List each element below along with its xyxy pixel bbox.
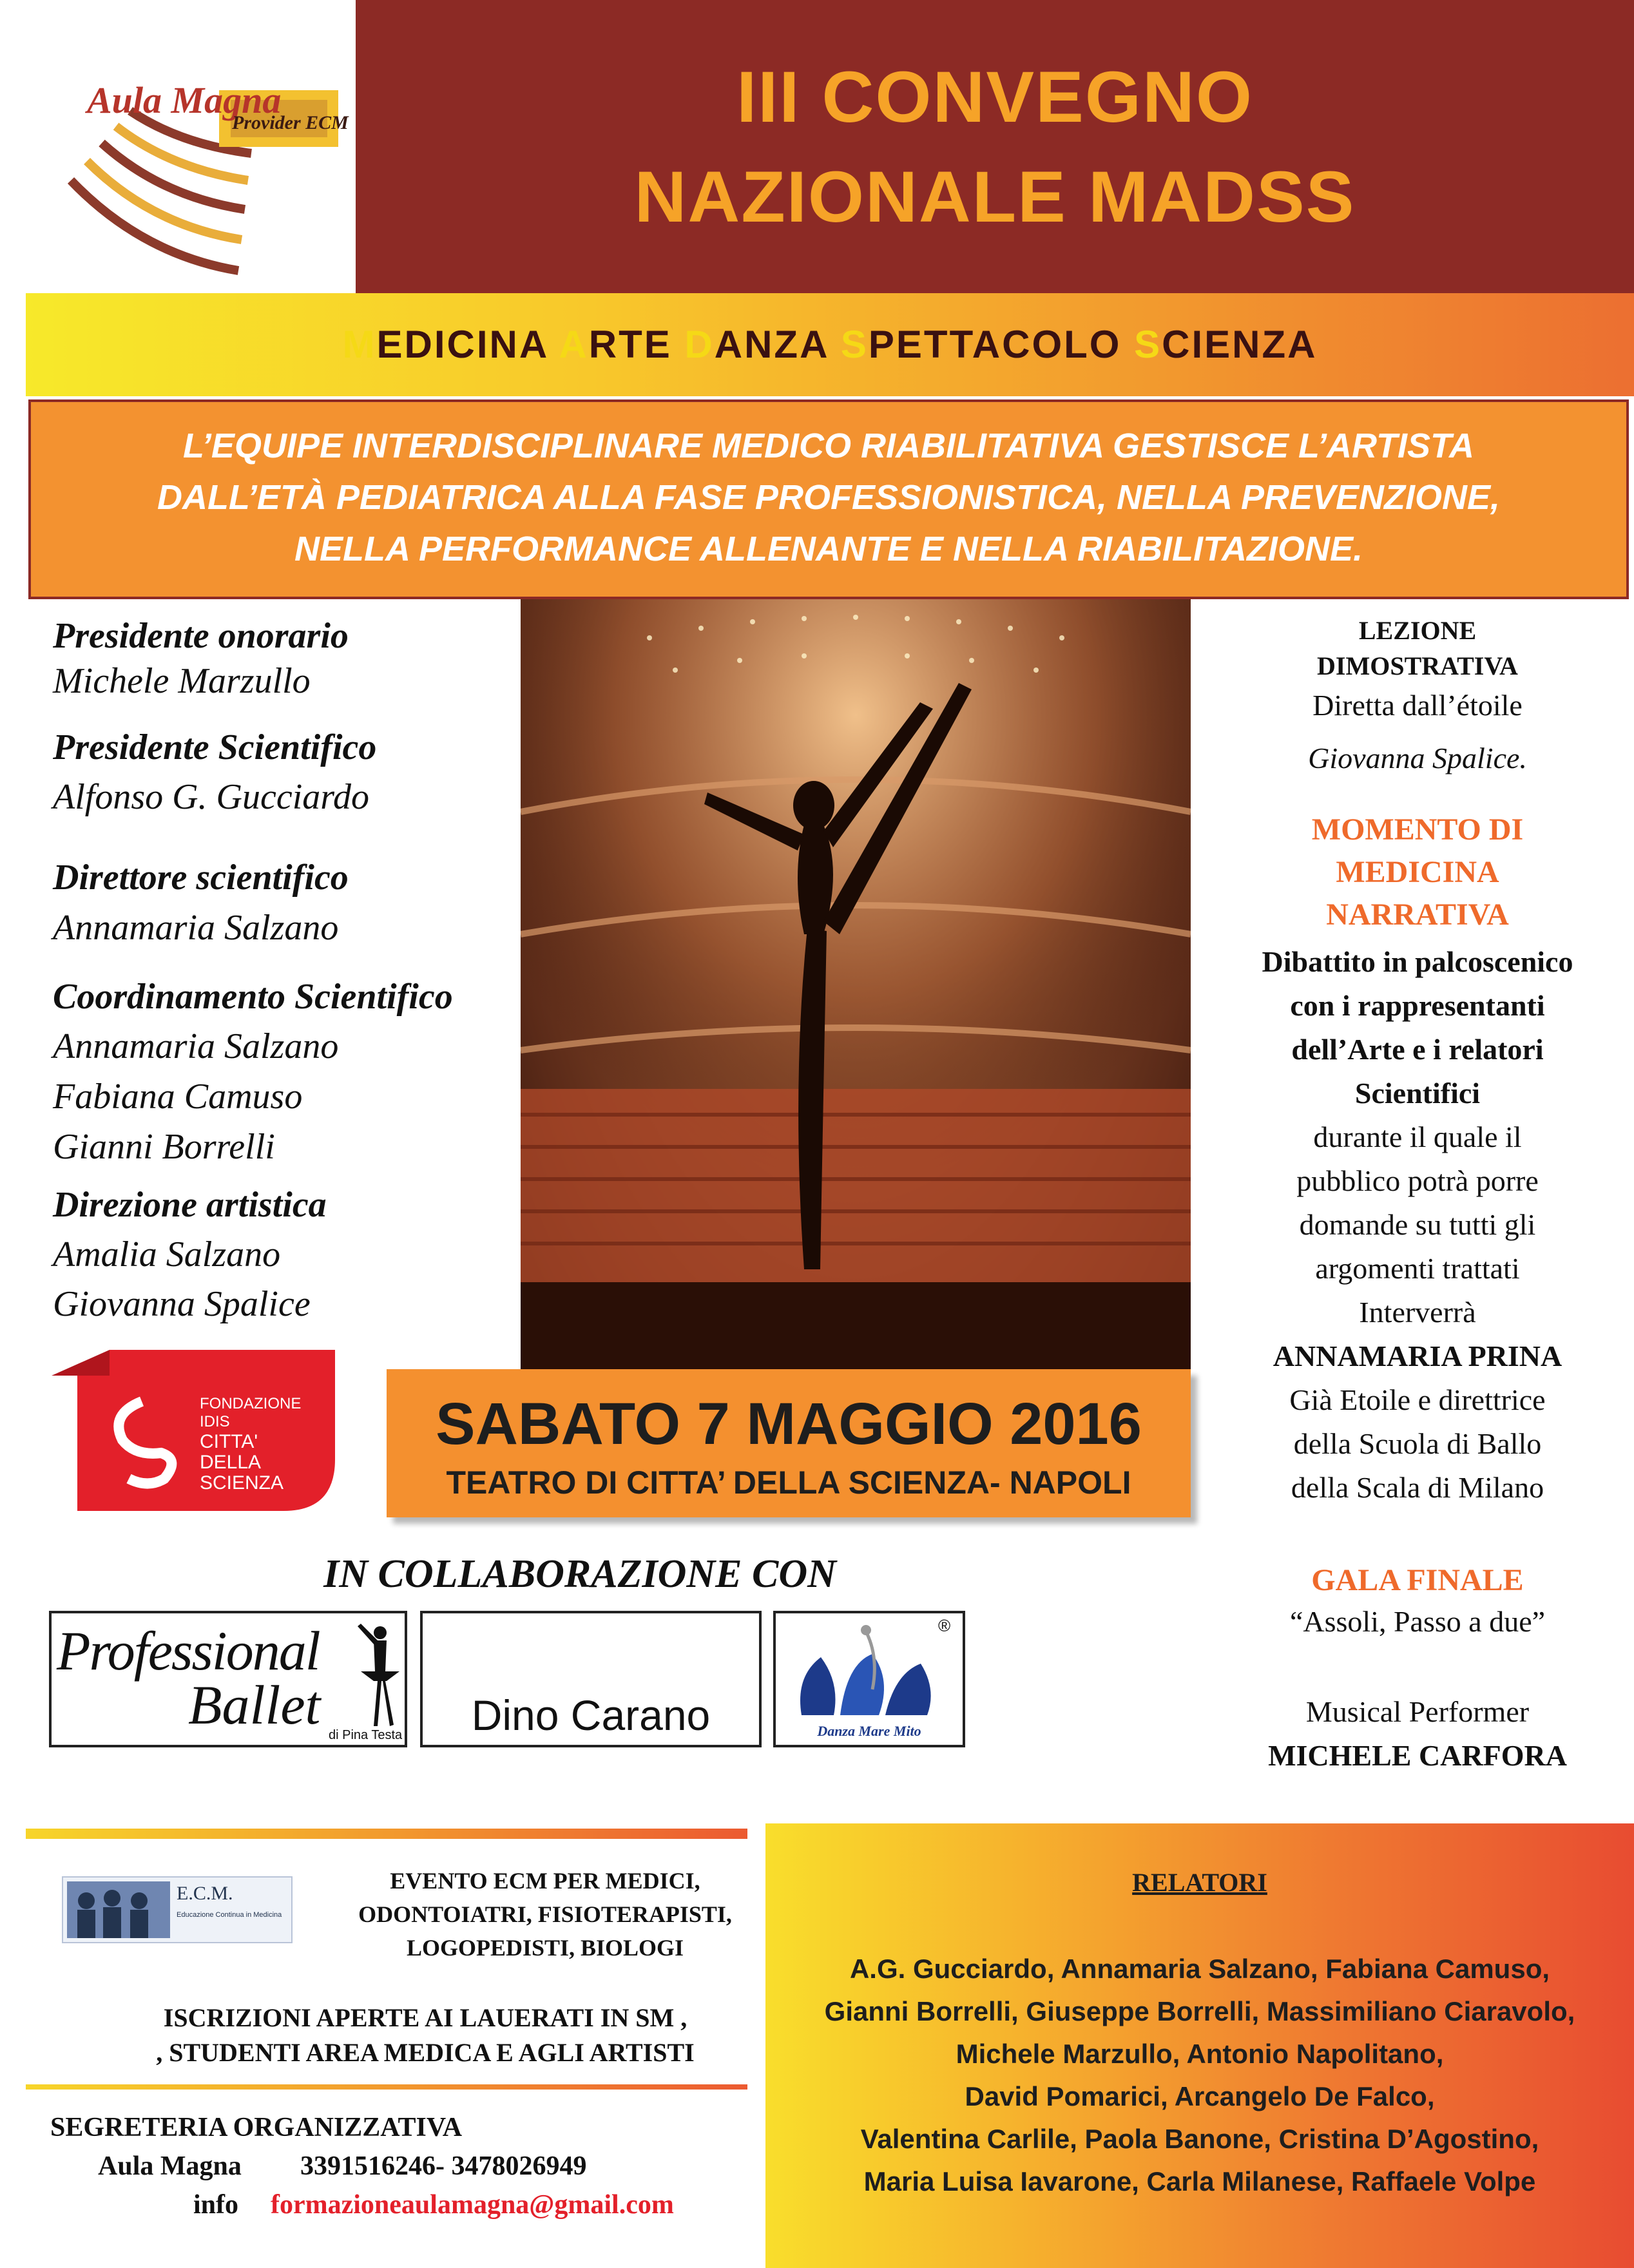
madss-initial: A [559, 323, 589, 366]
ecm-audience-line: EVENTO ECM PER MEDICI, [390, 1868, 700, 1894]
fondazione-label: FONDAZIONE [200, 1395, 302, 1412]
divider-bar [26, 1829, 747, 1839]
aula-magna-logo [26, 0, 356, 293]
carfora-name: MICHELE CARFORA [1268, 1739, 1567, 1772]
madss-initial: S [840, 323, 869, 366]
momento-title-3: NARRATIVA [1326, 898, 1509, 932]
honorary-president-name: Michele Marzullo [53, 661, 311, 701]
madss-initial: M [342, 323, 377, 366]
danza-mare-mito-logo [773, 1611, 965, 1747]
scientific-president-role: Presidente Scientifico [53, 727, 377, 767]
description-line: DALL’ETÀ PEDIATRICA ALLA FASE PROFESSIONISTICA, NELLA PREVENZIONE, [157, 478, 1501, 517]
madss-word: ANZA [714, 323, 829, 366]
ecm-logo [62, 1876, 293, 1943]
madss-initial: S [1134, 323, 1162, 366]
prina-bio: della Scuola di Ballo [1293, 1427, 1542, 1460]
header-band [356, 0, 1634, 293]
ecm-logo-subtitle: Educazione Continua in Medicina [177, 1911, 282, 1919]
madss-acronym [26, 322, 1634, 367]
diretta-text: Diretta dall’étoile [1312, 689, 1523, 722]
ballerina-icon [354, 1620, 406, 1729]
danza-mare-mito-emblem [782, 1619, 960, 1728]
madss-word: CIENZA [1162, 323, 1318, 366]
theatre-illustration [521, 599, 1191, 1372]
gala-title: GALA FINALE [1311, 1563, 1524, 1597]
momento-title-2: MEDICINA [1336, 855, 1499, 889]
momento-title-1: MOMENTO DI [1311, 812, 1524, 847]
madss-word: EDICINA [376, 323, 548, 366]
madss-initial: D [684, 323, 715, 366]
registered-mark: ® [938, 1616, 951, 1635]
info-label: info [193, 2190, 239, 2220]
durante-line: argomenti trattati [1315, 1252, 1520, 1285]
title-line-2: NAZIONALE MADSS [634, 157, 1356, 237]
pb-name-1: Professional [57, 1620, 320, 1682]
citta-della-scienza-logo [52, 1350, 341, 1517]
prina-bio: della Scala di Milano [1291, 1471, 1544, 1504]
prina-bio: Già Etoile e direttrice [1289, 1383, 1546, 1416]
scientific-director-name: Annamaria Salzano [53, 908, 339, 948]
ecm-logo-text: E.C.M. [177, 1883, 233, 1904]
honorary-president-role: Presidente onorario [53, 616, 349, 656]
musical-performer-label: Musical Performer [1305, 1695, 1530, 1728]
pb-by: di Pina Testa [329, 1728, 403, 1742]
enrollment-line: , STUDENTI AREA MEDICA E AGLI ARTISTI [156, 2038, 695, 2067]
speakers-line: David Pomarici, Arcangelo De Falco, [965, 2081, 1435, 2111]
gala-program: “Assoli, Passo a due” [1289, 1605, 1546, 1638]
madss-word: RTE [588, 323, 672, 366]
secretariat-phones: 3391516246- 3478026949 [300, 2151, 587, 2181]
dibattito-line: con i rappresentanti [1290, 989, 1545, 1022]
dino-carano-logo [420, 1611, 762, 1747]
title-line-1: III CONVEGNO [736, 57, 1253, 137]
speakers-line: Valentina Carlile, Paola Banone, Cristina D’Agostino, [860, 2124, 1539, 2154]
prina-name: ANNAMARIA PRINA [1273, 1340, 1562, 1372]
etoile-name: Giovanna Spalice. [1308, 742, 1527, 774]
aula-logo-tag: Provider ECM [232, 112, 349, 133]
speakers-line: Maria Luisa Iavarone, Carla Milanese, Raffaele Volpe [863, 2166, 1536, 2196]
madss-word: PETTACOLO [868, 323, 1122, 366]
citta-logo-graphic [52, 1350, 341, 1517]
artistic-director-name: Amalia Salzano [53, 1235, 281, 1274]
danza-mare-mito-name: Danza Mare Mito [817, 1723, 921, 1739]
coordinator-name: Fabiana Camuso [53, 1077, 303, 1117]
event-venue: TEATRO DI CITTA’ DELLA SCIENZA- NAPOLI [446, 1465, 1131, 1501]
dibattito-line: Scientifici [1354, 1077, 1481, 1110]
description-line: L’EQUIPE INTERDISCIPLINARE MEDICO RIABILITATIVA GESTISCE L’ARTISTA [182, 427, 1475, 465]
artistic-direction-role: Direzione artistica [53, 1185, 327, 1225]
aula-logo-name: Aula Magna [87, 79, 282, 121]
speakers-line: Gianni Borrelli, Giuseppe Borrelli, Massimiliano Ciaravolo, [824, 1996, 1575, 2026]
scientific-president-name: Alfonso G. Gucciardo [53, 777, 369, 817]
durante-line: pubblico potrà porre [1296, 1164, 1539, 1197]
dibattito-line: dell’Arte e i relatori [1291, 1033, 1544, 1066]
coordination-role: Coordinamento Scientifico [53, 977, 453, 1017]
interverra-text: Interverrà [1359, 1296, 1476, 1329]
theatre-dancer-photo [521, 599, 1191, 1372]
citta-label: CITTA' [200, 1431, 258, 1452]
scienza-label: SCIENZA [200, 1472, 284, 1494]
dibattito-line: Dibattito in palcoscenico [1262, 945, 1573, 978]
speakers-line: A.G. Gucciardo, Annamaria Salzano, Fabiana Camuso, [849, 1954, 1550, 1984]
speakers-line: Michele Marzullo, Antonio Napolitano, [956, 2039, 1444, 2069]
durante-line: durante il quale il [1313, 1120, 1522, 1153]
coordinator-name: Annamaria Salzano [53, 1026, 339, 1066]
idis-label: IDIS [200, 1413, 230, 1430]
secretariat-title: SEGRETERIA ORGANIZZATIVA [50, 2113, 463, 2142]
lezione-title: LEZIONE [1358, 616, 1477, 645]
enrollment-line: ISCRIZIONI APERTE AI LAUERATI IN SM , [163, 2003, 687, 2032]
speakers-title: RELATORI [1132, 1868, 1267, 1897]
lezione-subtitle: DIMOSTRATIVA [1317, 651, 1518, 680]
secretariat-name: Aula Magna [98, 2151, 242, 2181]
della-label: DELLA [200, 1452, 262, 1473]
event-date: SABATO 7 MAGGIO 2016 [436, 1391, 1142, 1457]
scientific-director-role: Direttore scientifico [53, 858, 349, 898]
description-line: NELLA PERFORMANCE ALLENANTE E NELLA RIABILITAZIONE. [294, 530, 1363, 568]
divider-bar [26, 2084, 747, 2090]
dino-carano-name: Dino Carano [471, 1691, 711, 1739]
contact-email[interactable]: formazioneaulamagna@gmail.com [271, 2190, 674, 2220]
durante-line: domande su tutti gli [1299, 1208, 1536, 1241]
collaboration-title: IN COLLABORAZIONE CON [323, 1552, 836, 1596]
ecm-audience-line: LOGOPEDISTI, BIOLOGI [406, 1935, 684, 1961]
pb-name-2: Ballet [188, 1674, 321, 1736]
coordinator-name: Gianni Borrelli [53, 1127, 275, 1167]
ecm-audience-line: ODONTOIATRI, FISIOTERAPISTI, [358, 1901, 732, 1927]
aula-magna-logo-graphic [26, 0, 356, 293]
ecm-doctors-icon [67, 1881, 170, 1938]
artistic-director-name: Giovanna Spalice [53, 1284, 311, 1324]
professional-ballet-logo [49, 1611, 407, 1747]
